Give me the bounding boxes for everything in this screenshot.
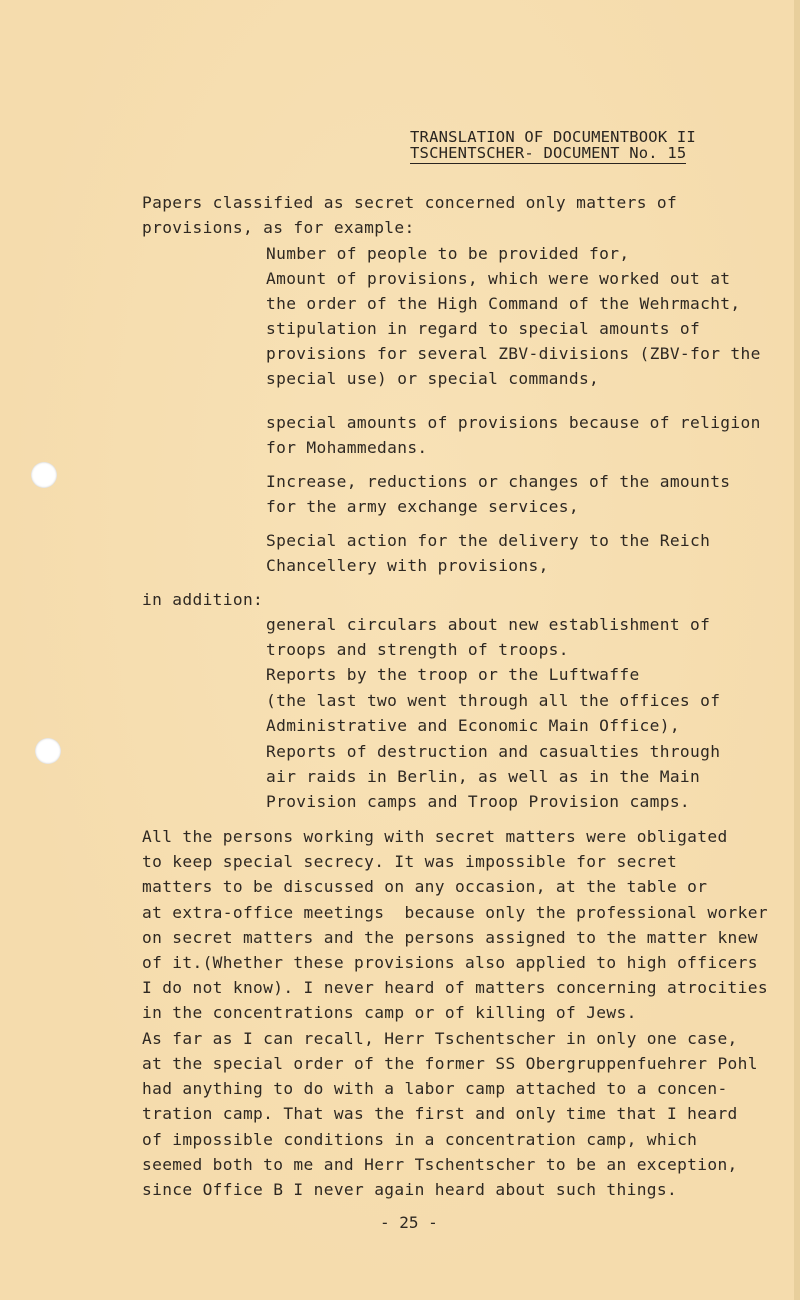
text-line: Increase, reductions or changes of the amounts xyxy=(266,472,731,491)
text-line: provisions for several ZBV-divisions (ZBV-for the xyxy=(266,344,761,363)
text-line: matters to be discussed on any occasion, at the table or xyxy=(142,877,708,896)
text-line: special amounts of provisions because of religion xyxy=(266,413,761,432)
header-document-number: TSCHENTSCHER- DOCUMENT No. 15 xyxy=(410,144,687,162)
text-line: Reports by the troop or the Luftwaffe xyxy=(266,665,640,684)
text-line: of it.(Whether these provisions also applied to high officers xyxy=(142,953,758,972)
text-line: Number of people to be provided for, xyxy=(266,244,630,263)
text-line: at extra-office meetings because only the professional worker xyxy=(142,903,768,922)
text-line: the order of the High Command of the Wehrmacht, xyxy=(266,294,741,313)
text-line: All the persons working with secret matters were obligated xyxy=(142,827,728,846)
header-title: TRANSLATION OF DOCUMENTBOOK II xyxy=(410,128,696,146)
text-line: at the special order of the former SS Obergruppenfuehrer Pohl xyxy=(142,1054,758,1073)
text-line: Papers classified as secret concerned only matters of xyxy=(142,193,678,212)
text-line: stipulation in regard to special amounts of xyxy=(266,319,701,338)
text-line: air raids in Berlin, as well as in the Main xyxy=(266,767,701,786)
text-line: troops and strength of troops. xyxy=(266,640,569,659)
text-line: I do not know). I never heard of matters concerning atrocities xyxy=(142,978,768,997)
text-line: provisions, as for example: xyxy=(142,218,415,237)
text-line: As far as I can recall, Herr Tschentscher in only one case, xyxy=(142,1029,738,1048)
paper-edge xyxy=(794,0,800,1300)
text-line: had anything to do with a labor camp attached to a concen- xyxy=(142,1079,728,1098)
text-line: (the last two went through all the offices of xyxy=(266,691,721,710)
text-line: for the army exchange services, xyxy=(266,497,579,516)
text-line: in the concentrations camp or of killing of Jews. xyxy=(142,1003,637,1022)
text-line: on secret matters and the persons assigned to the matter knew xyxy=(142,928,758,947)
text-line: Amount of provisions, which were worked out at xyxy=(266,269,731,288)
page-number: - 25 - xyxy=(380,1213,438,1232)
text-line: general circulars about new establishment of xyxy=(266,615,711,634)
text-line: Reports of destruction and casualties through xyxy=(266,742,721,761)
text-line: Special action for the delivery to the Reich xyxy=(266,531,711,550)
text-line: seemed both to me and Herr Tschentscher to be an exception, xyxy=(142,1155,738,1174)
text-line: of impossible conditions in a concentration camp, which xyxy=(142,1130,698,1149)
text-line: Administrative and Economic Main Office), xyxy=(266,716,680,735)
text-line: for Mohammedans. xyxy=(266,438,428,457)
text-line: Provision camps and Troop Provision camps. xyxy=(266,792,691,811)
text-line: in addition: xyxy=(142,590,264,609)
text-line: Chancellery with provisions, xyxy=(266,556,549,575)
punch-hole-top xyxy=(31,462,57,488)
text-line: special use) or special commands, xyxy=(266,369,600,388)
text-line: since Office B I never again heard about such things. xyxy=(142,1180,678,1199)
text-line: tration camp. That was the first and only time that I heard xyxy=(142,1104,738,1123)
punch-hole-bottom xyxy=(35,738,61,764)
text-line: to keep special secrecy. It was impossible for secret xyxy=(142,852,678,871)
